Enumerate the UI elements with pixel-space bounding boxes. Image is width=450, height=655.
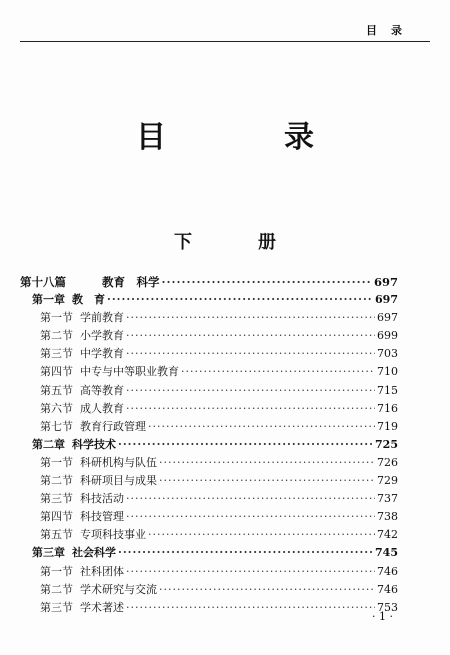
dot-leader xyxy=(148,418,375,436)
dot-leader xyxy=(107,291,373,309)
toc-entry-page: 746 xyxy=(377,564,398,578)
toc-entry-page: 753 xyxy=(377,600,398,614)
toc-entry-title: 科研项目与成果 xyxy=(80,474,157,488)
toc-entry-page: 699 xyxy=(377,329,398,343)
toc-entry[interactable] xyxy=(20,454,398,472)
toc-entry-title: 成人教育 xyxy=(80,401,124,415)
toc-entry-page: 719 xyxy=(377,419,398,433)
toc-entry-title: 社会科学 xyxy=(72,546,116,560)
toc-entry-title: 科技活动 xyxy=(80,492,124,506)
toc-entry-number: 第十八篇 xyxy=(20,275,66,289)
toc-entry-title: 中学教育 xyxy=(80,347,124,361)
toc-entry-title: 学术研究与交流 xyxy=(80,582,157,596)
toc-entry[interactable] xyxy=(20,382,398,400)
toc-entry-page: 726 xyxy=(377,455,398,469)
page-number: · 1 · xyxy=(372,610,393,623)
toc-entry-number: 第四节 xyxy=(40,510,73,524)
toc-entry-page: 729 xyxy=(377,474,398,488)
toc-entry[interactable] xyxy=(20,309,398,327)
dot-leader xyxy=(162,273,372,291)
dot-leader xyxy=(126,382,375,400)
dot-leader xyxy=(126,563,375,581)
toc-entry-number: 第一章 xyxy=(32,293,65,307)
dot-leader xyxy=(148,526,375,544)
toc-entry-title: 教育行政管理 xyxy=(80,419,146,433)
toc-entry[interactable] xyxy=(20,400,398,418)
toc-entry-number: 第五节 xyxy=(40,383,73,397)
toc-entry[interactable] xyxy=(20,599,398,617)
toc-entry[interactable] xyxy=(20,581,398,599)
toc-entry-number: 第六节 xyxy=(40,401,73,415)
dot-leader xyxy=(126,508,375,526)
toc-entry-title: 教 育 xyxy=(72,293,105,307)
toc-entry-page: 745 xyxy=(375,546,398,560)
toc-entry-title: 科学技术 xyxy=(72,437,116,451)
toc-entry-page: 737 xyxy=(377,492,398,506)
toc-entry-number: 第二节 xyxy=(40,474,73,488)
toc-entry-number: 第一节 xyxy=(40,311,73,325)
toc-entry-title: 专项科技事业 xyxy=(80,528,146,542)
toc-entry-page: 738 xyxy=(377,510,398,524)
toc-entry-title: 中专与中等职业教育 xyxy=(80,365,179,379)
toc-entry-number: 第三节 xyxy=(40,492,73,506)
toc-entry[interactable] xyxy=(20,273,398,291)
toc-entry-page: 703 xyxy=(377,347,398,361)
toc-entry[interactable] xyxy=(20,472,398,490)
toc-entry-title: 科研机构与队伍 xyxy=(80,455,157,469)
toc-entry[interactable] xyxy=(20,327,398,345)
dot-leader xyxy=(181,363,375,381)
toc-entry[interactable] xyxy=(20,436,398,454)
page-title: 目 录 xyxy=(136,120,358,155)
toc-entry-number: 第二节 xyxy=(40,582,73,596)
toc-entry-number: 第一节 xyxy=(40,564,73,578)
toc-entry[interactable] xyxy=(20,291,398,309)
toc-entry-title: 社科团体 xyxy=(80,564,124,578)
toc-entry-page: 697 xyxy=(375,293,398,307)
toc-entry-number: 第三节 xyxy=(40,600,73,614)
toc-entry-title: 学前教育 xyxy=(80,311,124,325)
toc-entry[interactable] xyxy=(20,563,398,581)
toc-entry[interactable] xyxy=(20,363,398,381)
running-head: 目录 xyxy=(366,24,416,37)
table-of-contents xyxy=(20,273,398,617)
toc-entry[interactable] xyxy=(20,418,398,436)
header-rule xyxy=(20,41,430,42)
toc-entry-page: 710 xyxy=(377,365,398,379)
toc-entry-page: 746 xyxy=(377,582,398,596)
toc-entry[interactable] xyxy=(20,490,398,508)
toc-entry-page: 715 xyxy=(377,383,398,397)
toc-entry-page: 697 xyxy=(373,275,398,289)
volume-heading: 下 册 xyxy=(174,232,300,253)
toc-entry-number: 第四节 xyxy=(40,365,73,379)
toc-entry-title: 科技管理 xyxy=(80,510,124,524)
toc-entry-title: 高等教育 xyxy=(80,383,124,397)
toc-entry-page: 716 xyxy=(377,401,398,415)
dot-leader xyxy=(126,490,375,508)
toc-entry-number: 第二章 xyxy=(32,437,65,451)
dot-leader xyxy=(126,400,375,418)
dot-leader xyxy=(118,544,373,562)
toc-entry-title: 学术著述 xyxy=(80,600,124,614)
toc-entry[interactable] xyxy=(20,544,398,562)
toc-entry-title: 小学教育 xyxy=(80,329,124,343)
dot-leader xyxy=(159,454,375,472)
dot-leader xyxy=(118,436,373,454)
dot-leader xyxy=(159,581,375,599)
dot-leader xyxy=(159,472,375,490)
toc-entry[interactable] xyxy=(20,345,398,363)
dot-leader xyxy=(126,309,375,327)
toc-entry[interactable] xyxy=(20,508,398,526)
toc-entry-number: 第三章 xyxy=(32,546,65,560)
toc-entry-number: 第三节 xyxy=(40,347,73,361)
toc-entry-number: 第五节 xyxy=(40,528,73,542)
toc-entry-page: 697 xyxy=(377,311,398,325)
toc-entry-title: 教育 科学 xyxy=(102,275,160,289)
toc-entry-number: 第二节 xyxy=(40,329,73,343)
toc-entry[interactable] xyxy=(20,526,398,544)
toc-entry-page: 742 xyxy=(377,528,398,542)
dot-leader xyxy=(126,327,375,345)
dot-leader xyxy=(126,599,375,617)
toc-entry-number: 第一节 xyxy=(40,455,73,469)
toc-entry-page: 725 xyxy=(375,437,398,451)
toc-entry-number: 第七节 xyxy=(40,419,73,433)
dot-leader xyxy=(126,345,375,363)
